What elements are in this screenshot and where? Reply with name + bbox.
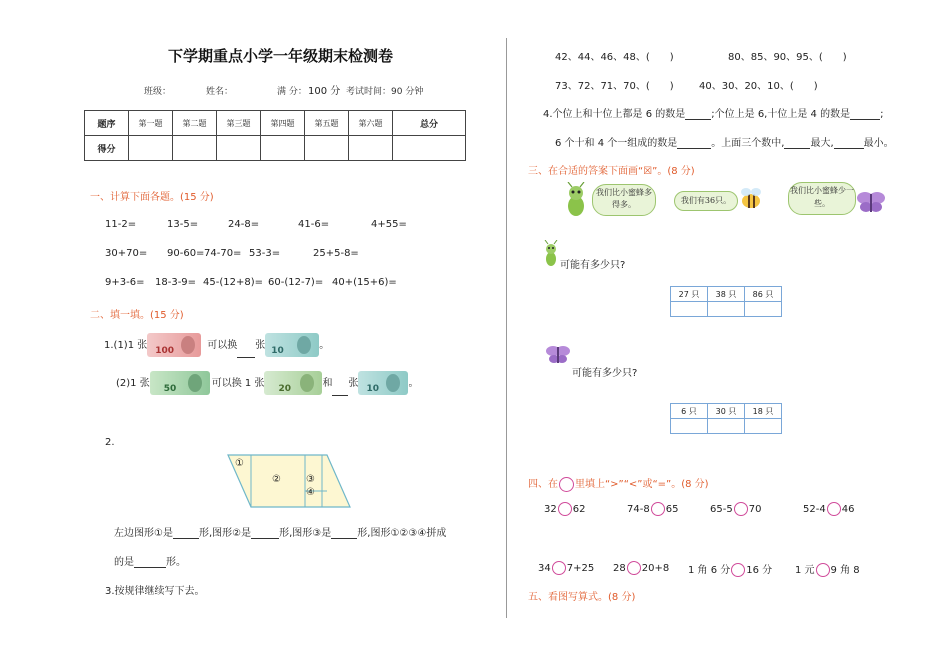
answer-blank[interactable]	[685, 119, 711, 120]
q1-2-pre: (2)1 张	[116, 378, 150, 389]
calc-item: 60-(12-7)=	[268, 277, 324, 288]
score-table-header: 第一题	[129, 111, 173, 136]
compare-circle[interactable]	[627, 561, 641, 575]
answer-blank[interactable]	[134, 567, 166, 568]
score-cell[interactable]	[173, 136, 217, 161]
speech-bubble-2: 我们有36只。	[674, 191, 738, 211]
score-cell[interactable]	[129, 136, 173, 161]
calc-item: 9+3-6=	[105, 277, 145, 288]
compare-left: 28	[613, 563, 626, 574]
q1-1-mid: 可以换	[207, 340, 238, 351]
question-3: 3.按规律继续写下去。	[105, 586, 205, 597]
grasshopper-icon	[540, 240, 562, 268]
compare-item	[627, 502, 678, 516]
question-2-number: 2.	[105, 437, 115, 448]
compare-right: 65	[665, 504, 679, 515]
question-2-text-line2	[114, 553, 186, 568]
calc-item: 53-3=	[249, 248, 281, 259]
compare-circle[interactable]	[731, 563, 745, 577]
score-table-header: 第四题	[261, 111, 305, 136]
sequence-2b: 40、30、20、10、( )	[699, 81, 818, 92]
question-grasshopper: 可能有多少只?	[560, 260, 626, 271]
compare-item	[544, 502, 585, 516]
answer-blank[interactable]	[677, 148, 711, 149]
score-cell[interactable]	[217, 136, 261, 161]
banknote-value: 100	[155, 346, 175, 356]
question-4-line2	[555, 134, 894, 149]
class-label: 班级：	[144, 87, 172, 97]
q1-1-post: 张	[255, 340, 266, 351]
q4-text-c: ;	[880, 109, 884, 120]
q2-text-d: 形,图形①②③④拼成	[357, 528, 447, 539]
shape-label-4: ④	[306, 487, 315, 498]
section-2-title: 二、填一填。(15 分)	[90, 310, 184, 321]
answer-blank[interactable]	[850, 119, 880, 120]
page-title: 下学期重点小学一年级期末检测卷	[168, 47, 394, 65]
q4-text-b: ;个位上是 6,十位上是 4 的数是	[711, 109, 851, 120]
parallelogram-figure	[226, 453, 352, 509]
question-1-1	[104, 333, 329, 358]
butterfly-icon	[856, 190, 886, 214]
sec4-title-pre: 四、在	[528, 479, 558, 490]
shape-label-2: ②	[272, 474, 281, 485]
q1-2-and: 和	[322, 378, 333, 389]
answer-blank[interactable]	[331, 538, 357, 539]
count-table-2	[670, 403, 782, 434]
question-2-text-line1	[114, 524, 446, 539]
answer-blank[interactable]	[237, 357, 255, 358]
score-table-header: 第六题	[349, 111, 393, 136]
score-cell[interactable]	[261, 136, 305, 161]
column-divider	[506, 38, 507, 618]
calc-item: 24-8=	[228, 219, 260, 230]
q1-2-end: 。	[408, 378, 419, 389]
compare-left: 1 角 6 分	[688, 565, 731, 576]
calc-item: 4+55=	[371, 219, 407, 230]
compare-right: 62	[572, 504, 586, 515]
banknote-100-icon	[147, 333, 201, 357]
score-value: 100 分	[308, 86, 341, 97]
score-label: 满 分：	[277, 87, 307, 97]
compare-left: 34	[538, 563, 551, 574]
score-table	[84, 110, 466, 161]
calc-item: 40+(15+6)=	[332, 277, 397, 288]
compare-circle-icon	[559, 477, 574, 492]
compare-right: 7+25	[566, 563, 595, 574]
section-3-title: 三、在合适的答案下面画“☒”。(8 分)	[528, 166, 695, 177]
calc-item: 90-60=	[167, 248, 205, 259]
score-table-header: 总分	[393, 111, 466, 136]
compare-circle[interactable]	[552, 561, 566, 575]
sequence-2a: 73、72、71、70、( )	[555, 81, 674, 92]
exam-time: 考试时间：90 分钟	[346, 87, 424, 97]
compare-circle[interactable]	[734, 502, 748, 516]
grasshopper-icon	[558, 182, 594, 218]
q1-2-post: 张	[348, 378, 359, 389]
banknote-value: 10	[271, 346, 284, 356]
q1-1-pre: 1.(1)1 张	[104, 340, 148, 351]
answer-cell[interactable]	[745, 419, 782, 434]
banknote-20-icon	[264, 371, 322, 395]
section-5-title: 五、看图写算式。(8 分)	[528, 592, 636, 603]
q4-text-a: 4.个位上和十位上都是 6 的数是	[543, 109, 686, 120]
score-table-header: 题序	[85, 111, 129, 136]
q4-text2-c: 最大,	[810, 138, 834, 149]
calc-item: 41-6=	[298, 219, 330, 230]
answer-cell[interactable]	[745, 302, 782, 317]
calc-item: 45-(12+8)=	[203, 277, 263, 288]
question-4-line1	[543, 105, 883, 120]
question-1-2	[116, 371, 418, 396]
answer-cell[interactable]	[671, 419, 708, 434]
compare-circle[interactable]	[651, 502, 665, 516]
parallelogram-outline	[228, 455, 350, 507]
compare-item	[688, 561, 772, 577]
answer-blank[interactable]	[784, 148, 810, 149]
compare-right: 46	[841, 504, 855, 515]
compare-item	[538, 561, 594, 575]
banknote-50-icon	[150, 371, 210, 395]
banknote-value: 20	[278, 384, 291, 394]
q2-text2-b: 形。	[166, 557, 186, 568]
score-table-header: 第五题	[305, 111, 349, 136]
score-cell[interactable]	[305, 136, 349, 161]
calc-item: 13-5=	[167, 219, 199, 230]
answer-blank[interactable]	[173, 538, 199, 539]
compare-item	[710, 502, 761, 516]
compare-item	[803, 502, 854, 516]
compare-right: 70	[748, 504, 762, 515]
q4-text2-b: 。上面三个数中,	[711, 138, 785, 149]
answer-cell[interactable]	[708, 419, 745, 434]
compare-circle[interactable]	[558, 502, 572, 516]
score-cell[interactable]	[349, 136, 393, 161]
shape-label-1: ①	[235, 458, 244, 469]
compare-right: 9 角 8	[830, 565, 860, 576]
sec4-title-post: 里填上“>”“<”或“=”。(8 分)	[575, 479, 709, 490]
shape-label-3: ③	[306, 474, 315, 485]
q2-text-c: 形,图形③是	[279, 528, 332, 539]
compare-item	[795, 561, 860, 577]
count-option: 27 只	[671, 287, 708, 302]
answer-blank[interactable]	[251, 538, 279, 539]
score-table-header: 第三题	[217, 111, 261, 136]
count-option: 38 只	[708, 287, 745, 302]
count-option: 18 只	[745, 404, 782, 419]
compare-right: 20+8	[641, 563, 670, 574]
calc-item: 30+70=	[105, 248, 148, 259]
section-4-title	[528, 475, 709, 492]
banknote-value: 50	[163, 384, 177, 394]
butterfly-icon	[545, 344, 571, 366]
banknote-value: 10	[366, 384, 379, 394]
compare-left: 74-8	[627, 504, 650, 515]
q2-text-b: 形,图形②是	[198, 528, 252, 539]
answer-blank[interactable]	[332, 395, 348, 396]
bee-icon	[736, 186, 766, 212]
section-1-title: 一、计算下面各题。(15 分)	[90, 192, 214, 203]
compare-item	[613, 561, 669, 575]
q1-2-mid: 可以换 1 张	[211, 378, 265, 389]
compare-circle[interactable]	[816, 563, 830, 577]
banknote-10-icon	[358, 371, 408, 395]
q2-text-a: 左边图形①是	[114, 528, 173, 539]
compare-right: 16 分	[746, 565, 773, 576]
compare-left: 65-5	[710, 504, 733, 515]
count-option: 30 只	[708, 404, 745, 419]
answer-cell[interactable]	[708, 302, 745, 317]
q4-text2-a: 6 个十和 4 个一组成的数是	[555, 138, 678, 149]
q4-text2-d: 最小。	[863, 138, 894, 149]
count-option: 6 只	[671, 404, 708, 419]
answer-blank[interactable]	[834, 148, 864, 149]
compare-left: 1 元	[795, 565, 815, 576]
calc-item: 11-2=	[105, 219, 137, 230]
sequence-1a: 42、44、46、48、( )	[555, 52, 674, 63]
question-butterfly: 可能有多少只?	[572, 368, 638, 379]
score-row-label: 得分	[85, 136, 129, 161]
q2-text2-a: 的是	[114, 557, 134, 568]
compare-left: 52-4	[803, 504, 826, 515]
calc-item: 25+5-8=	[313, 248, 359, 259]
score-table-header: 第二题	[173, 111, 217, 136]
speech-bubble-1: 我们比小蜜蜂多得多。	[592, 184, 656, 216]
answer-cell[interactable]	[671, 302, 708, 317]
count-option: 86 只	[745, 287, 782, 302]
sequence-1b: 80、85、90、95、( )	[728, 52, 847, 63]
score-cell[interactable]	[393, 136, 466, 161]
banknote-10-icon	[265, 333, 319, 357]
speech-bubble-3: 我们比小蜜蜂少一些。	[788, 182, 856, 215]
name-label: 姓名：	[206, 87, 234, 97]
calc-item: 18-3-9=	[155, 277, 197, 288]
count-table-1	[670, 286, 782, 317]
compare-left: 32	[544, 504, 557, 515]
calc-item: 74-70=	[204, 248, 242, 259]
q1-1-end: 。	[319, 340, 330, 351]
compare-circle[interactable]	[827, 502, 841, 516]
